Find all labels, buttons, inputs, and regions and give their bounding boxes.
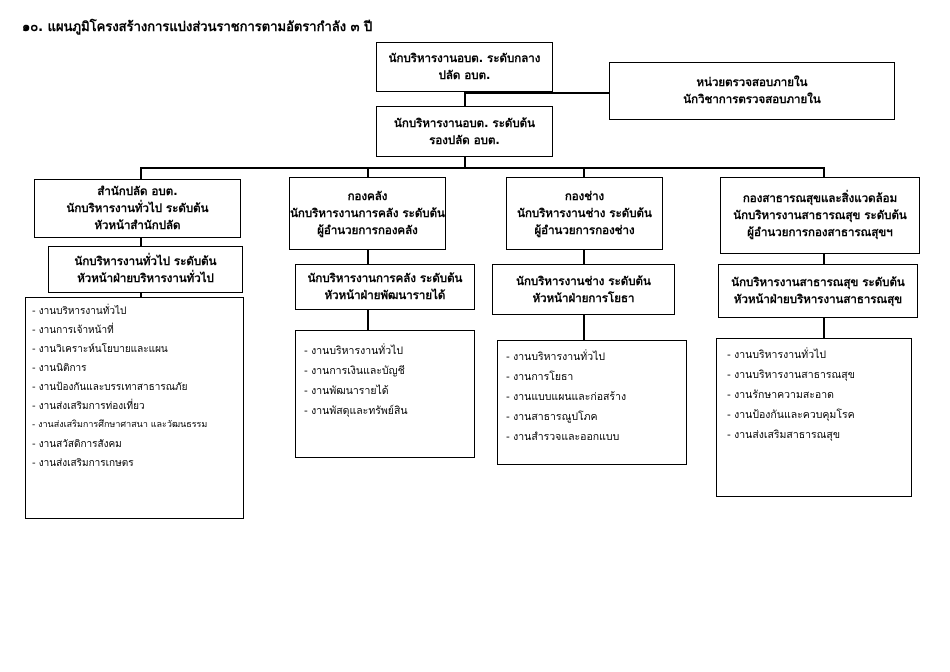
division-name: สำนักปลัด อบต. (97, 184, 178, 198)
connector-div3 (583, 167, 585, 177)
task-item: - งานบริหารงานทั่วไป (727, 349, 827, 361)
section-head-position: หัวหน้าฝ่ายการโยธา (532, 290, 635, 305)
division-head-position: ผู้อำนวยการกองสาธารณสุขฯ (747, 225, 893, 239)
internal-audit-box (609, 62, 895, 120)
section-head-title: นักบริหารงานทั่วไป ระดับต้น (74, 253, 217, 268)
task-item: - งานพัสดุและทรัพย์สิน (304, 405, 408, 417)
connector-div4 (823, 167, 825, 177)
task-list-engineering (497, 340, 687, 465)
division-box-public-health (720, 177, 920, 254)
connector-deputy-bus (464, 157, 466, 167)
task-list-finance (295, 330, 475, 458)
section-box-office (48, 246, 243, 293)
task-item: - งานส่งเสริมการท่องเที่ยว (32, 401, 145, 412)
task-item: - งานนิติการ (32, 363, 87, 374)
section-box-finance (295, 264, 475, 310)
task-item: - งานสวัสดิการสังคม (32, 439, 122, 450)
task-item: - งานบริหารงานทั่วไป (32, 306, 127, 317)
task-item: - งานวิเคราะห์นโยบายและแผน (32, 344, 168, 355)
chief-administrator-box (376, 42, 553, 92)
division-name: กองคลัง (347, 189, 388, 203)
division-box-engineering (506, 177, 663, 250)
section-box-public-health (718, 264, 918, 318)
section-box-engineering (492, 264, 675, 315)
connector-bus (140, 167, 823, 169)
chief-administrator-title: นักบริหารงานอบต. ระดับกลาง (388, 51, 541, 65)
section-head-title: นักบริหารงานสาธารณสุข ระดับต้น (731, 275, 905, 289)
division-head-title: นักบริหารงานการคลัง ระดับต้น (290, 206, 445, 220)
internal-audit-title: หน่วยตรวจสอบภายใน (696, 75, 808, 89)
task-item: - งานส่งเสริมสาธารณสุข (727, 429, 840, 441)
connector-div3-sub (583, 250, 585, 264)
task-item: - งานการโยธา (506, 371, 574, 383)
task-item: - งานบริหารงานทั่วไป (506, 351, 606, 363)
connector-div4-sub (823, 254, 825, 264)
task-item: - งานการเงินและบัญชี (304, 365, 405, 377)
division-name: กองสาธารณสุขและสิ่งแวดล้อม (742, 191, 898, 205)
task-item: - งานบริหารงานทั่วไป (304, 345, 404, 357)
deputy-administrator-box (376, 106, 553, 157)
task-list-office (25, 297, 244, 519)
connector-div1 (140, 167, 142, 179)
section-head-title: นักบริหารงานการคลัง ระดับต้น (307, 271, 463, 285)
deputy-administrator-title: นักบริหารงานอบต. ระดับต้น (394, 115, 535, 130)
division-head-position: หัวหน้าสำนักปลัด (94, 218, 181, 232)
connector-div3-list (583, 315, 585, 340)
page-title: ๑๐. แผนภูมิโครงสร้างการแบ่งส่วนราชการตามอัตรากำลัง ๓ ปี (22, 20, 373, 35)
division-head-title: นักบริหารงานทั่วไป ระดับต้น (66, 201, 209, 215)
division-box-office (34, 179, 241, 238)
deputy-administrator-position: รองปลัด อบต. (429, 132, 500, 147)
section-head-position: หัวหน้าฝ่ายพัฒนารายได้ (324, 288, 446, 302)
task-item: - งานสาธารณูปโภค (506, 411, 598, 423)
connector-div4-list (823, 318, 825, 338)
task-item: - งานแบบแผนและก่อสร้าง (506, 391, 627, 403)
internal-audit-position: นักวิชาการตรวจสอบภายใน (683, 92, 821, 106)
task-item: - งานสำรวจและออกแบบ (506, 431, 620, 443)
division-head-title: นักบริหารงานช่าง ระดับต้น (517, 206, 652, 220)
connector-div2 (367, 167, 369, 177)
task-item: - งานรักษาความสะอาด (727, 389, 834, 401)
task-item: - งานป้องกันและบรรเทาสาธารณภัย (32, 382, 188, 393)
connector-top-deputy (464, 92, 466, 106)
connector-div1-sub (140, 238, 142, 246)
division-name: กองช่าง (564, 189, 605, 203)
task-item: - งานบริหารงานสาธารณสุข (727, 369, 855, 381)
task-item: - งานการเจ้าหน้าที่ (32, 325, 114, 336)
division-box-finance (289, 177, 446, 250)
task-item: - งานส่งเสริมการศึกษาศาสนา และวัฒนธรรม (32, 420, 208, 430)
task-item: - งานพัฒนารายได้ (304, 385, 389, 397)
chief-administrator-position: ปลัด อบต. (438, 68, 491, 82)
division-head-position: ผู้อำนวยการกองช่าง (534, 223, 635, 237)
task-list-public-health (716, 338, 912, 497)
section-head-position: หัวหน้าฝ่ายบริหารงานทั่วไป (77, 270, 214, 285)
connector-div2-list (367, 310, 369, 330)
section-head-position: หัวหน้าฝ่ายบริหารงานสาธารณสุข (733, 292, 903, 306)
division-head-title: นักบริหารงานสาธารณสุข ระดับต้น (733, 208, 907, 222)
division-head-position: ผู้อำนวยการกองคลัง (317, 223, 418, 237)
connector-audit (464, 92, 609, 94)
task-item: - งานป้องกันและควบคุมโรค (727, 409, 855, 421)
connector-div2-sub (367, 250, 369, 264)
task-item: - งานส่งเสริมการเกษตร (32, 458, 134, 469)
section-head-title: นักบริหารงานช่าง ระดับต้น (516, 273, 651, 288)
